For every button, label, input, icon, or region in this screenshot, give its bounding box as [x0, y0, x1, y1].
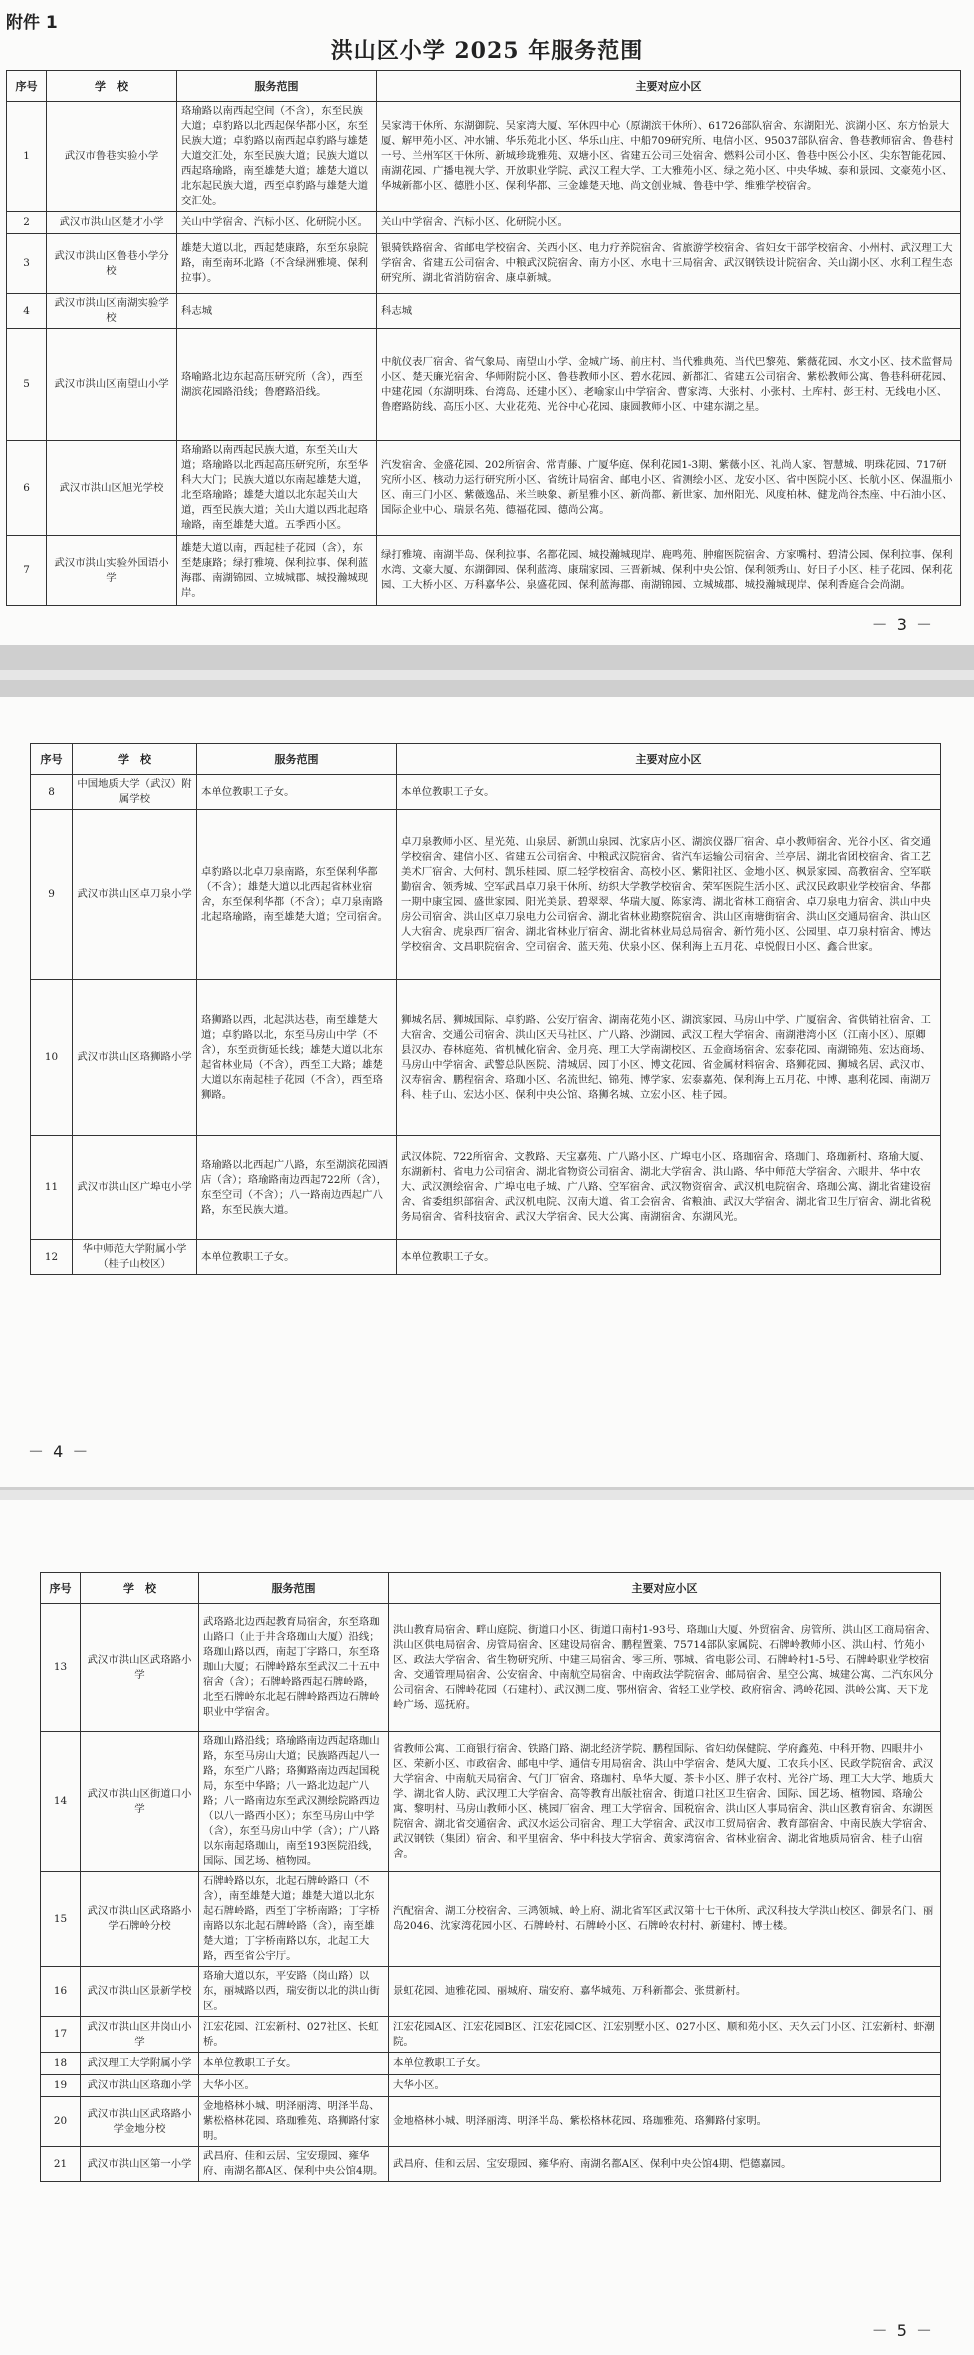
service-scope: 珞瑜路以北西起广八路，东至湖滨花园酒店（含）；珞瑜路南边西起722所（含），东至空司（不含）；八一路南边西起广八路，东至民族大道。 [197, 1136, 397, 1240]
row-number: 19 [41, 2075, 81, 2097]
row-number: 9 [31, 810, 73, 980]
table-row [7, 329, 961, 441]
school-name: 武汉市洪山区第一小学 [81, 2147, 199, 2182]
service-table-page-4 [30, 743, 941, 1275]
service-scope: 雄楚大道以南，西起桂子花园（含），东至楚康路；绿打雅境、保利拉事、保利蓝海郡、南湖锦园、立城城郡、城投瀚城现岸。 [177, 536, 377, 606]
school-name: 华中师范大学附属小学（桂子山校区） [73, 1240, 197, 1275]
communities-list: 本单位教职工子女。 [397, 1240, 941, 1275]
school-name: 武汉市洪山区鲁巷小学分校 [47, 234, 177, 294]
service-scope: 金地格林小城、明泽丽湾、明泽半岛、紫松格林花园、珞珈雅苑、珞狮路付家明。 [199, 2097, 389, 2147]
table-row [31, 1240, 941, 1275]
school-name: 武汉市洪山区井岗山小学 [81, 2017, 199, 2053]
header-communities: 主要对应小区 [389, 1573, 941, 1604]
school-name: 武汉市洪山区武珞路小学石牌岭分校 [81, 1872, 199, 1967]
header-scope: 服务范围 [177, 71, 377, 102]
row-number: 3 [7, 234, 47, 294]
row-number: 7 [7, 536, 47, 606]
header-communities: 主要对应小区 [397, 744, 941, 775]
communities-list: 武昌府、佳和云居、宝安璟园、雍华府、南湖名都A区、保利中央公馆4期、恺德嘉园。 [389, 2147, 941, 2182]
page-gap [0, 1490, 974, 1500]
school-name: 武汉市鲁巷实验小学 [47, 102, 177, 212]
table-row [41, 2147, 941, 2182]
table-row [41, 2097, 941, 2147]
communities-list: 中航仪表厂宿舍、省气象局、南望山小学、金城广场、前庄村、当代雅典苑、当代巴黎苑、紫薇花园、水文小区、技术监督局小区、楚天廉光宿舍、华师附院小区、鲁巷教师小区、碧水花园、新都汇、省建五公司宿舍、紫松教师公寓、鲁巷科研花园、中建花园（东湖明珠、台湾岛、还建小区）、老喻家山中学宿舍、曹家湾、大张村、小张村、土库村、彭王村、无线电小区、鲁磨路防线、高压小区、大业花苑、光谷中心花园、康圆教师小区、中建东湖之星。 [377, 329, 961, 441]
row-number: 15 [41, 1872, 81, 1967]
school-name: 武汉市洪山区旭光学校 [47, 441, 177, 536]
table-row [41, 1967, 941, 2017]
communities-list: 景虹花园、迪雅花园、丽城府、瑞安府、嘉华城苑、万科新都会、张贯新村。 [389, 1967, 941, 2017]
school-name: 武汉市洪山区街道口小学 [81, 1732, 199, 1872]
document-page-3 [0, 0, 974, 645]
header-school: 学 校 [81, 1573, 199, 1604]
row-number: 14 [41, 1732, 81, 1872]
service-scope: 本单位教职工子女。 [199, 2053, 389, 2075]
service-scope: 武昌府、佳和云居、宝安璟园、雍华府、南湖名都A区、保利中央公馆4期。 [199, 2147, 389, 2182]
service-scope: 江宏花园、江宏新村、027社区、长虹桥。 [199, 2017, 389, 2053]
page-number: － 5 － [871, 2321, 934, 2340]
service-scope: 雄楚大道以北，西起楚康路，东至东泉院路，南至南环北路（不含绿洲雅境、保利拉事）。 [177, 234, 377, 294]
communities-list: 科志城 [377, 294, 961, 329]
service-scope: 石牌岭路以东，北起石牌岭路口（不含），南至雄楚大道；雄楚大道以北东起石牌岭路，西至丁字桥南路；丁字桥南路以东北起石牌岭路（含），南至雄楚大道；丁字桥南路以东，北起工大路，西至省公宇厅。 [199, 1872, 389, 1967]
table-header-row [31, 744, 941, 775]
row-number: 18 [41, 2053, 81, 2075]
row-number: 2 [7, 212, 47, 234]
table-row [41, 1604, 941, 1732]
school-name: 武汉市洪山区景新学校 [81, 1967, 199, 2017]
communities-list: 关山中学宿舍、汽标小区、化研院小区。 [377, 212, 961, 234]
row-number: 12 [31, 1240, 73, 1275]
communities-list: 江宏花园A区、江宏花园B区、江宏花园C区、江宏别墅小区、027小区、顺和苑小区、天久云门小区、江宏新村、虾潮院。 [389, 2017, 941, 2053]
row-number: 20 [41, 2097, 81, 2147]
header-communities: 主要对应小区 [377, 71, 961, 102]
service-scope: 关山中学宿舍、汽标小区、化研院小区。 [177, 212, 377, 234]
service-scope: 珞狮路以西，北起洪达巷，南至雄楚大道；卓豹路以北，东至马房山中学（不含），东至贡街延长线；雄楚大道以北东起省林业局（不含），西至工大路；雄楚大道以东南起桂子花园（不含），西至珞狮路。 [197, 980, 397, 1136]
school-name: 武汉市洪山区珞珈小学 [81, 2075, 199, 2097]
table-row [7, 441, 961, 536]
communities-list: 洪山教育局宿舍、畔山庭院、街道口小区、街道口南村1-93号、珞珈山大厦、外贸宿舍、房管所、洪山区工商局宿舍、洪山区供电局宿舍、房管局宿舍、区建设局宿舍、鹏程置業、75714部队家属院、石牌岭教师小区、洪山村、竹苑小区、政法大学宿舍、省生物研究所、中建三局宿舍、零三所、鄂城、省电影公司、石牌岭村1-5号、石牌岭职业学校宿舍、交通管理局宿舍、公安宿舍、中南航空局宿舍、中南政法学院宿舍、邮局宿舍、星空公寓、城建公寓、二汽东风分公司宿舍、石牌岭花园（石建村）、武汉测二度、鄂州宿舍、省轻工业学校、政府宿舍、鸿岭花园、洪岭公寓、天下龙岭广场、巡抚府。 [389, 1604, 941, 1732]
row-number: 11 [31, 1136, 73, 1240]
service-scope: 珞珈山路沿线；珞瑜路南边西起珞珈山路，东至马房山大道；民族路西起八一路，东至广八路；珞狮路南边西起国税局，东至中华路；八一路北边起广八路；八一路南边东至武汉测绘院路西边（以八一路西小区）；东至马房山中学（含），东至马房山中学（含）；广八路以东南起珞珈山，南至193医院沿线，国际、国艺场、植物园。 [199, 1732, 389, 1872]
page-number: － 3 － [871, 615, 934, 634]
school-name: 武汉市洪山实验外国语小学 [47, 536, 177, 606]
communities-list: 卓刀泉教师小区、星光苑、山泉居、新凯山泉园、沈家店小区、湖滨仪器厂宿舍、卓小教师宿舍、光谷小区、省交通学校宿舍、建信小区、省建五公司宿舍、中粮武汉院宿舍、省汽车运输公司宿舍、兰亭居、湖北省团校宿舍、省工艺美术厂宿舍、大何村、凯乐桂园、原二轻学校宿舍、高校小区、紫阳社区、金地小区、枫景家园、高教宿舍、空军联勤宿舍、领秀城、空军武昌卓刀泉干休所、纺织大学教学校宿舍、荣军医院生活小区、武汉民政职业学校宿舍、华都一期中康宝园、盛世家园、阳光美景、碧翠翠、华瑞大厦、陈家湾、湖北省林工商宿舍、卓刀泉电力宿舍、洪山中央房公司宿舍、洪山区卓刀泉电力公司宿舍、湖北省林业勘察院宿舍、洪山区南塘街宿舍、洪山区交通局宿舍、洪山区人大宿舍、虎泉西厂宿舍、湖北省林业厅宿舍、湖北省林业局总局宿舍、新竹苑小区、公园里、卓刀泉村宿舍、博达学校宿舍、文昌职院宿舍、空司宿舍、蓝天苑、伏泉小区、保利海上五月花、卓悦假日小区、鑫合世家。 [397, 810, 941, 980]
table-row [31, 1136, 941, 1240]
school-name: 武汉市洪山区南望山小学 [47, 329, 177, 441]
communities-list: 吴家湾干休所、东湖御院、吴家湾大厦、军休四中心（原湖滨干休所）、61726部队宿舍、东湖阳光、滨湖小区、东方怡景大厦、解甲苑小区、冲水铺、华乐苑北小区、华乐山庄、中船709研究所、电信小区、95037部队宿舍、鲁巷教师宿舍、鲁巷村一号、兰州军区干休所、新城珍珑雅苑、双塘小区、省建五公司三处宿舍、燃料公司小区、鲁巷中医公小区、尖东智能花园、南湖花园、广播电视大学、开放职业学院、武汉工程大学、工大雅苑小区、绿之苑小区、中央华城、泰和景园、文豪苑小区、华城新都小区、德胜小区、保利华都、三金雄楚天地、尚文创业城、鲁巷中学、维雅学校宿舍。 [377, 102, 961, 212]
communities-list: 汽配宿舍、湖工分校宿舍、三鸿领城、岭上府、湖北省军区武汉第十七干休所、武汉科技大学洪山校区、御景名门、丽岛2046、沈家湾花园小区、石牌岭村、石牌岭小区、石牌岭农村村、新建村、博士楼。 [389, 1872, 941, 1967]
service-scope: 珞瑜路以南西起空间（不含），东至民族大道；卓豹路以北西起保华都小区，东至民族大道；卓豹路以南西起卓豹路与雄楚大道交汇处，东至民族大道；民族大道以西起珞瑜路，南至雄楚大道；雄楚大道以北东起民族大道，西至卓豹路与雄楚大道交汇处。 [177, 102, 377, 212]
service-scope: 本单位教职工子女。 [197, 1240, 397, 1275]
table-body [41, 1604, 941, 2182]
document-page-5 [0, 1500, 974, 2355]
service-scope: 武珞路北边西起教育局宿舍，东至珞珈山路口（止于井含珞珈山大厦）沿线；珞珈山路以西，南起丁字路口，东至珞珈山大厦；石牌岭路东至武汉二十五中宿舍（含）；石牌岭路西起石牌岭路，北至石牌岭东北起石牌岭路西边石牌岭职业中学宿舍。 [199, 1604, 389, 1732]
communities-list: 本单位教职工子女。 [397, 775, 941, 810]
communities-list: 本单位教职工子女。 [389, 2053, 941, 2075]
table-row [7, 536, 961, 606]
header-scope: 服务范围 [197, 744, 397, 775]
table-body [31, 775, 941, 1275]
page-gap [0, 670, 974, 680]
communities-list: 绿打雅境、南湖半岛、保利拉事、名都花园、城投瀚城现岸、鹿鸣苑、肿瘤医院宿舍、方家嘴村、碧清公园、保利拉事、保利水湾、文豪大厦、东湖御园、保利蓝湾、康瑞家园、三晋新城、保利中央公馆、保利领秀山、好日子小区、桂子花园、保利花园、工大桥小区、万科嘉华公、泉盛花园、保利蓝海郡、南湖锦园、立城城郡、城投瀚城现岸、保利香庭合会尚湖。 [377, 536, 961, 606]
school-name: 中国地质大学（武汉）附属学校 [73, 775, 197, 810]
table-body [7, 102, 961, 606]
communities-list: 狮城名居、狮城国际、卓豹路、公安厅宿舍、湖南花苑小区、湖滨家园、马房山中学、广厦宿舍、省供销社宿舍、工大宿舍、交通公司宿舍、洪山区天马社区、广八路、沙湖园、武汉工程大学宿舍、南湖港湾小区（江南小区）、原卿县汉办、春林庭苑、省机械化宿舍、金月亮、理工大学南湖校区、五金商场宿舍、宏泰花园、南湖锦苑、宏达商场、马房山中学宿舍、武警总队医院、清城居、园丁小区、博文花园、省金属材料宿舍、珞狮花园、狮城名居、武汉市、汉寿宿舍、鹏程宿舍、珞珈小区、名流世纪、锦苑、博学家、宏泰嘉苑、保利海上五月花、中博、惠利花园、南湖万科、桂子山、宏达小区、保利中央公馆、珞狮名城、立宏小区、桂子园。 [397, 980, 941, 1136]
table-row [7, 234, 961, 294]
service-scope: 大华小区。 [199, 2075, 389, 2097]
header-scope: 服务范围 [199, 1573, 389, 1604]
table-header-row [41, 1573, 941, 1604]
header-no: 序号 [41, 1573, 81, 1604]
header-no: 序号 [31, 744, 73, 775]
header-no: 序号 [7, 71, 47, 102]
school-name: 武汉市洪山区珞狮路小学 [73, 980, 197, 1136]
school-name: 武汉市洪山区武珞路小学 [81, 1604, 199, 1732]
school-name: 武汉市洪山区楚才小学 [47, 212, 177, 234]
service-scope: 科志城 [177, 294, 377, 329]
service-table-page-5 [40, 1572, 941, 2182]
table-header-row [7, 71, 961, 102]
row-number: 17 [41, 2017, 81, 2053]
document-page-4 [0, 697, 974, 1487]
document-title: 洪山区小学 2025 年服务范围 [330, 38, 644, 64]
service-scope: 本单位教职工子女。 [197, 775, 397, 810]
row-number: 1 [7, 102, 47, 212]
table-row [31, 980, 941, 1136]
table-row [7, 294, 961, 329]
service-scope: 珞喻路北边东起高压研究所（含），西至湖滨花园路沿线；鲁磨路沿线。 [177, 329, 377, 441]
communities-list: 大华小区。 [389, 2075, 941, 2097]
row-number: 16 [41, 1967, 81, 2017]
school-name: 武汉市洪山区卓刀泉小学 [73, 810, 197, 980]
service-scope: 珞瑜路以南西起民族大道，东至关山大道；珞瑜路以北西起高压研究所，东至华科大大门；民族大道以东南起雄楚大道，北至珞瑜路；雄楚大道以北东起关山大道，西至民族大道；关山大道以西北起珞瑜路，南至雄楚大道。五季西小区。 [177, 441, 377, 536]
table-row [41, 1732, 941, 1872]
page-number: － 4 － [28, 1442, 91, 1461]
row-number: 4 [7, 294, 47, 329]
header-school: 学 校 [47, 71, 177, 102]
communities-list: 省教师公寓、工商银行宿舍、铁路门路、湖北经济学院、鹏程国际、省妇幼保健院、学府鑫苑、中科开物、四眼井小区、荣新小区、市政宿舍、邮电中学、通信专用局宿舍、洪山中学宿舍、楚风大厦、工农兵小区、民政学院宿舍、武汉大学宿舍、中南航天局宿舍、气门厂宿舍、珞珈村、阜华大厦、茶卡小区、胖子农村、光谷广场、理工大大学、地质大学、湖北省人防、武汉理工大学宿舍、高等教育出版社宿舍、街道口社区卫生宿舍、国际、国艺场、植物园、珞瑜公寓、黎明村、马房山教师小区、桃园厂宿舍、理工大学宿舍、国税宿舍、洪山区人事局宿舍、洪山区教育宿舍、东湖医院宿舍、湖北省交通宿舍、武汉水运公司宿舍、理工大学宿舍、武汉市工贸局宿舍、教育部宿舍、中南民族大学宿舍、武汉钢铁（集团）宿舍、和平里宿舍、华中科技大学宿舍、黄家湾宿舍、省林业宿舍、湖北省地质局宿舍、桂子山宿舍。 [389, 1732, 941, 1872]
table-row [7, 102, 961, 212]
service-scope: 珞瑜大道以东，平安路（岗山路）以东，丽城路以西，瑞安街以北的洪山街区。 [199, 1967, 389, 2017]
table-row [41, 1872, 941, 1967]
communities-list: 银骑铁路宿舍、省邮电学校宿舍、关西小区、电力疗养院宿舍、省旅游学校宿舍、省妇女干部学校宿舍、小州村、武汉理工大学宿舍、省建五公司宿舍、中粮武汉院宿舍、南方小区、水电十三局宿舍、武汉钢铁设计院宿舍、关山湖小区、水利工程生态研究所、湖北省消防宿舍、康卓新城。 [377, 234, 961, 294]
table-row [41, 2075, 941, 2097]
school-name: 武汉理工大学附属小学 [81, 2053, 199, 2075]
service-table-page-3 [6, 70, 961, 606]
row-number: 21 [41, 2147, 81, 2182]
row-number: 6 [7, 441, 47, 536]
table-row [31, 810, 941, 980]
school-name: 武汉市洪山区广埠屯小学 [73, 1136, 197, 1240]
school-name: 武汉市洪山区武珞路小学金地分校 [81, 2097, 199, 2147]
communities-list: 金地格林小城、明泽丽湾、明泽半岛、紫松格林花园、珞珈雅苑、珞狮路付家明。 [389, 2097, 941, 2147]
school-name: 武汉市洪山区南湖实验学校 [47, 294, 177, 329]
table-row [7, 212, 961, 234]
annex-label: 附件 1 [6, 13, 58, 33]
row-number: 10 [31, 980, 73, 1136]
row-number: 5 [7, 329, 47, 441]
table-row [31, 775, 941, 810]
table-row [41, 2017, 941, 2053]
communities-list: 汽发宿舍、金盛花园、202所宿舍、常青藤、广厦华庭、保利花园1-3期、紫薇小区、礼尚人家、智慧城、明珠花园、717研究所小区、核动力运行研究所小区、省统计局宿舍、邮电小区、省测绘小区、龙安小区、省中医院小区、长航小区、保温瓶小区、南三门小区、紫薇逸品、米兰映象、新星雅小区、新尚都、新世家、加州阳光、风度柏林、健龙尚谷杰座、中石油小区、国际企业中心、瑞景名苑、德福花园、德尚公寓。 [377, 441, 961, 536]
communities-list: 武汉体院、722所宿舍、文教路、天宝嘉苑、广八路小区、广埠屯小区、珞珈宿舍、珞珈门、珞珈新村、珞瑜大厦、东湖新村、省电力公司宿舍、湖北省物资公司宿舍、湖北大学宿舍、洪山路、华中师范大学宿舍、六眼井、华中农大、武汉测绘宿舍、广埠屯电子城、广八路、空军宿舍、武汉物资宿舍、武汉机电院宿舍、珞珈公寓、湖北省建设宿舍、省委组织部宿舍、武汉机电院、汉南大道、省工会宿舍、省粮油、武汉大学宿舍、湖北省卫生厅宿舍、湖北省税务局宿舍、省科技宿舍、武汉大学宿舍、民大公寓、南湖宿舍、东湖风光。 [397, 1136, 941, 1240]
service-scope: 卓豹路以北卓刀泉南路，东至保利华都（不含）；雄楚大道以北西起省林业宿舍，东至保利华都（不含）；卓刀泉南路北起珞瑜路，南至雄楚大道；空司宿舍。 [197, 810, 397, 980]
table-row [41, 2053, 941, 2075]
header-school: 学 校 [73, 744, 197, 775]
row-number: 8 [31, 775, 73, 810]
row-number: 13 [41, 1604, 81, 1732]
